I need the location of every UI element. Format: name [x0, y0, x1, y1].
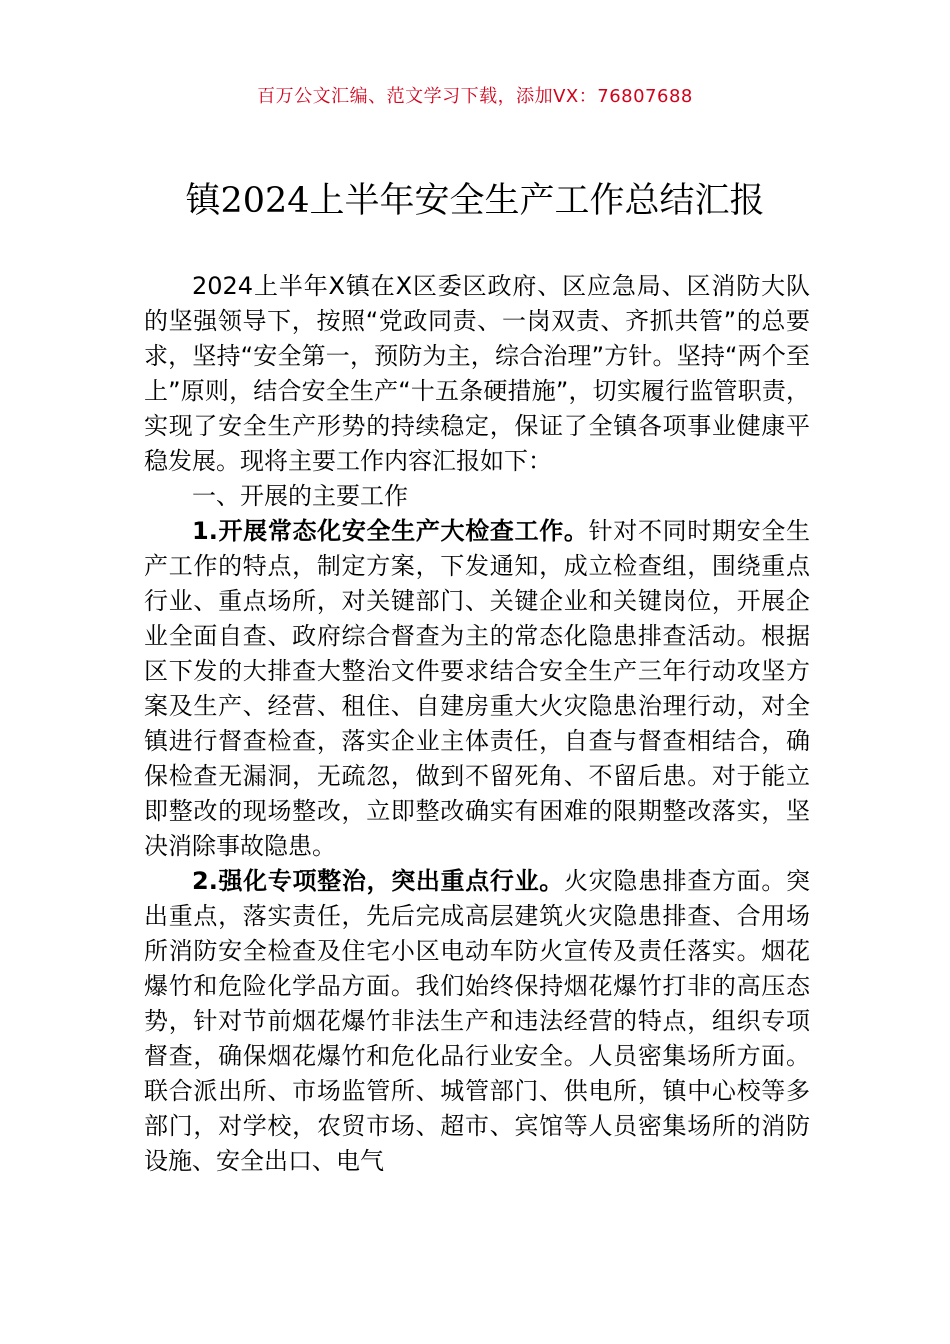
item-1-paragraph	[144, 514, 810, 864]
item-2-paragraph	[144, 864, 810, 1179]
intro-paragraph: 2024上半年X镇在X区委区政府、区应急局、区消防大队的坚强领导下，按照“党政同责、一岗双责、齐抓共管”的总要求，坚持“安全第一，预防为主，综合治理”方针。坚持“两个至上”原则，结合安全生产“十五条硬措施”，切实履行监管职责，实现了安全生产形势的持续稳定，保证了全镇各项事业健康平稳发展。现将主要工作内容汇报如下：	[144, 272, 810, 475]
item-1-lead: 1.开展常态化安全生产大检查工作。	[192, 517, 589, 545]
item-1-text: 针对不同时期安全生产工作的特点，制定方案，下发通知，成立检查组，围绕重点行业、重点场所，对关键部门、关键企业和关键岗位，开展企业全面自查、政府综合督查为主的常态化隐患排查活动。根据区下发的大排查大整治文件要求结合安全生产三年行动攻坚方案及生产、经营、租住、自建房重大火灾隐患治理行动，对全镇进行督查检查，落实企业主体责任，自查与督查相结合，确保检查无漏洞，无疏忽，做到不留死角、不留后患。对于能立即整改的现场整改，立即整改确实有困难的限期整改落实，坚决消除事故隐患。	[144, 517, 810, 860]
section-heading: 一、开展的主要工作	[192, 482, 408, 510]
header-note: 百万公文汇编、范文学习下载，添加VX：76807688	[257, 86, 693, 107]
document-body	[144, 269, 810, 1179]
item-2-text: 火灾隐患排查方面。突出重点，落实责任，先后完成高层建筑火灾隐患排查、合用场所消防安全检查及住宅小区电动车防火宣传及责任落实。烟花爆竹和危险化学品方面。我们始终保持烟花爆竹打非的高压态势，针对节前烟花爆竹非法生产和违法经营的特点，组织专项督查，确保烟花爆竹和危化品行业安全。人员密集场所方面。联合派出所、市场监管所、城管部门、供电所，镇中心校等多部门，对学校，农贸市场、超市、宾馆等人员密集场所的消防设施、安全出口、电气	[144, 867, 811, 1175]
item-2-lead: 2.强化专项整治，突出重点行业。	[192, 867, 564, 895]
document-title: 镇2024上半年安全生产工作总结汇报	[185, 181, 765, 221]
